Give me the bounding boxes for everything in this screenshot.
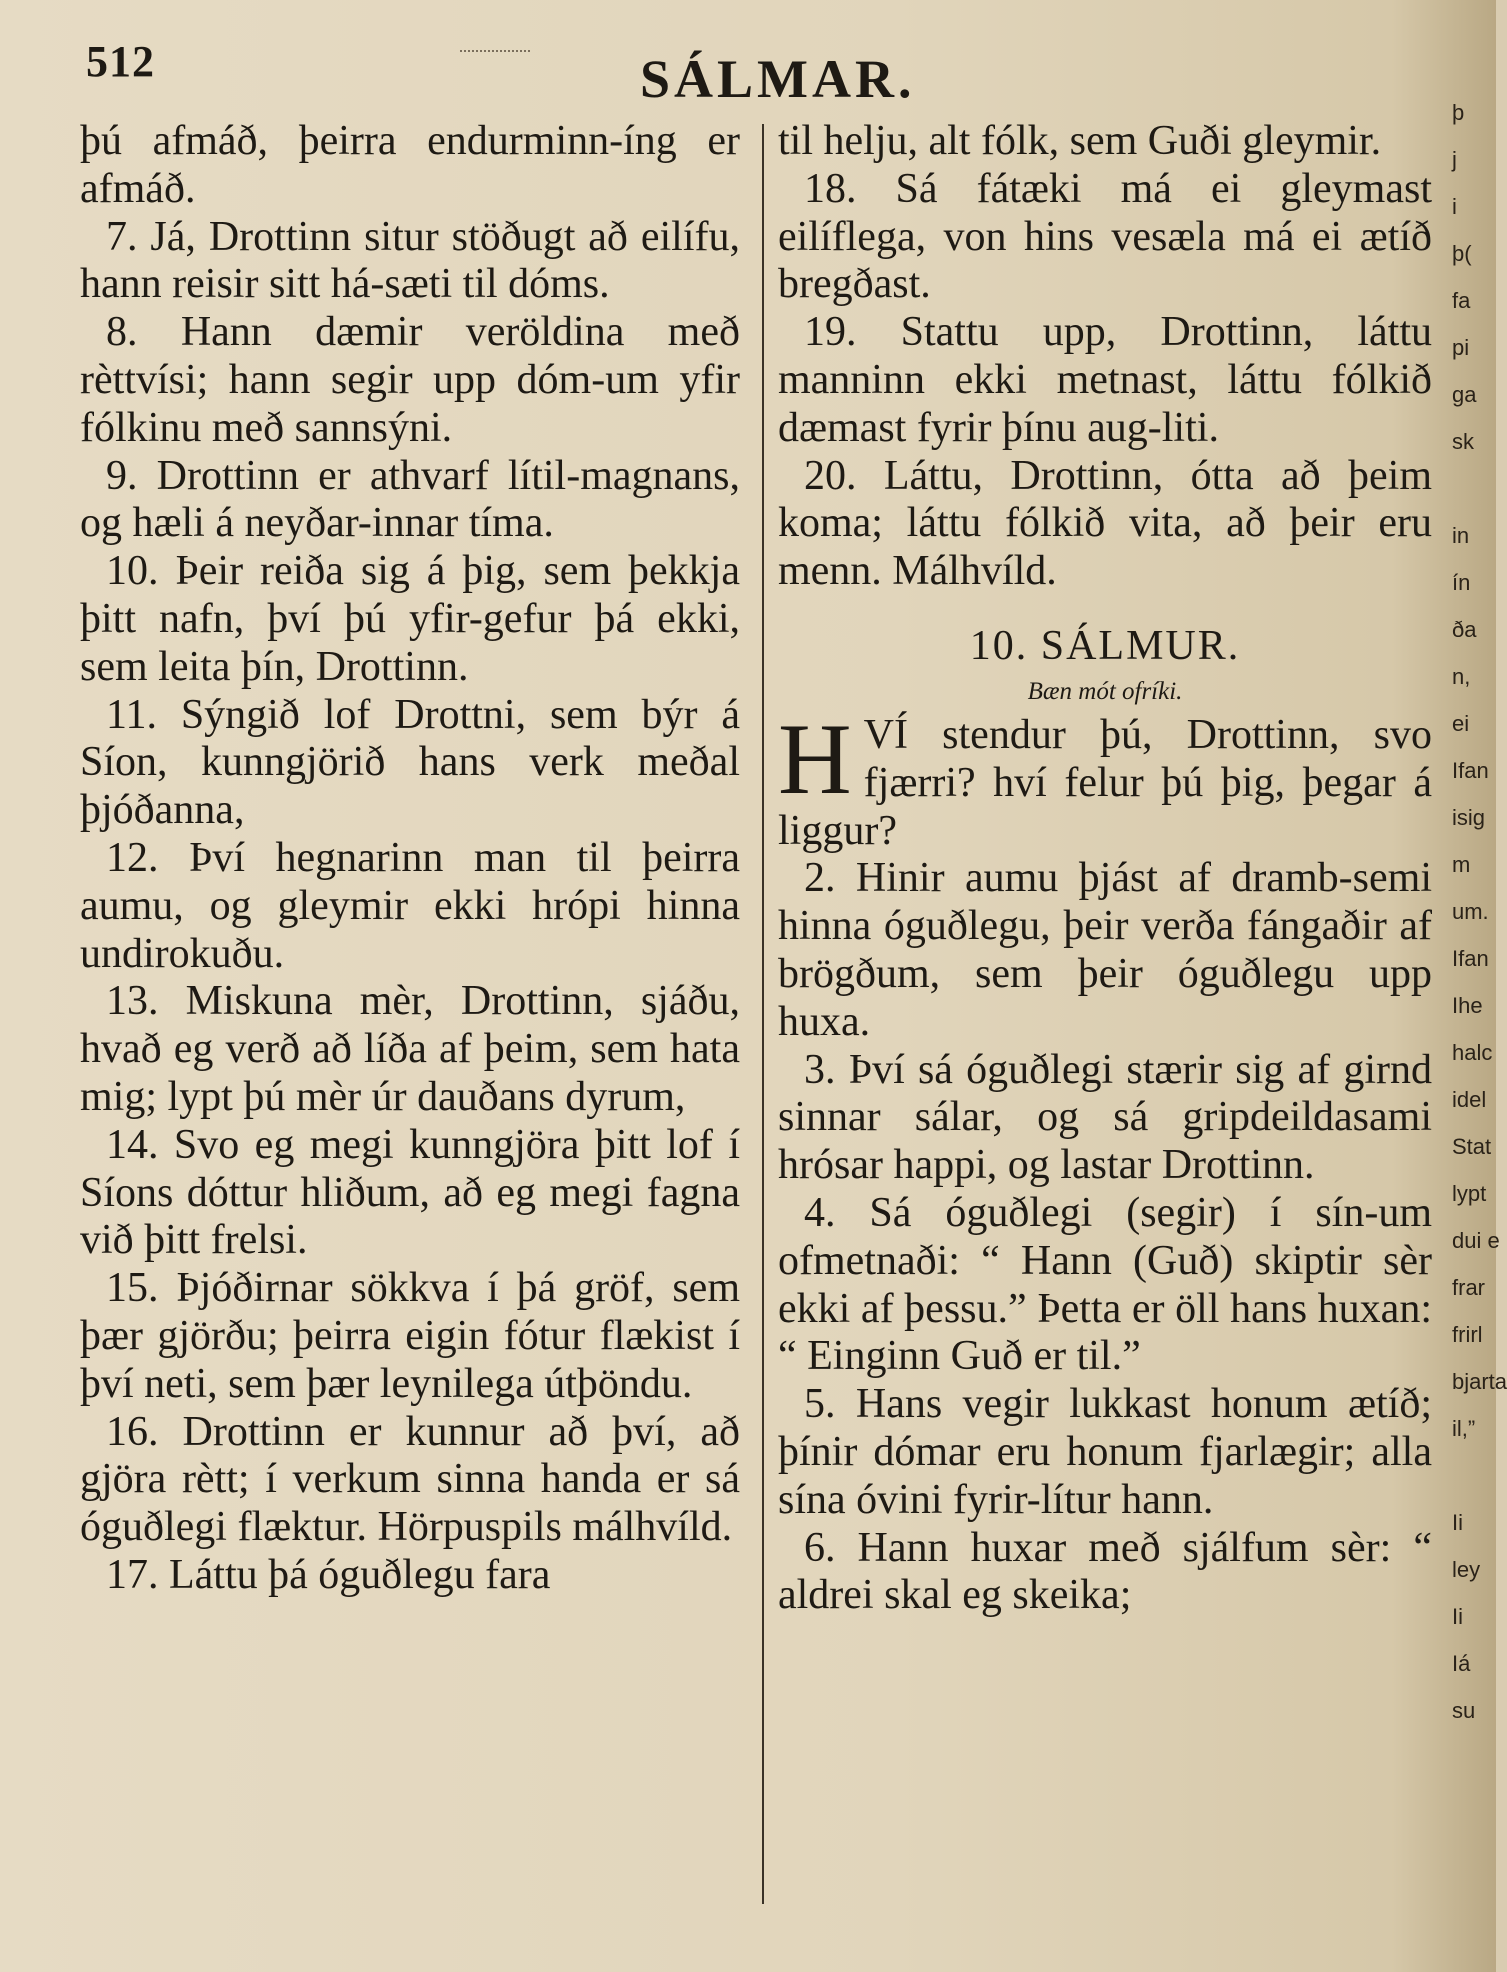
verse-paragraph: 7. Já, Drottinn situr stöðugt að eilífu, hann reisir sitt há-sæti til dóms. (80, 213, 740, 308)
drop-cap: H (778, 702, 852, 816)
verse-paragraph: 12. Því hegnarinn man til þeirra aumu, og gleymir ekki hrópi hinna undirokuðu. (80, 834, 740, 977)
verse-paragraph: 6. Hann huxar með sjálfum sèr: “ aldrei skal eg skeika; (778, 1524, 1432, 1619)
edge-fragment: bjarta (1452, 1369, 1507, 1394)
right-column-top (778, 118, 1432, 596)
right-column (778, 118, 1432, 1620)
verse-paragraph: 11. Sýngið lof Drottni, sem býr á Síon, kunngjörið hans verk meðal þjóðanna, (80, 691, 740, 834)
edge-fragment: Iá (1452, 1651, 1471, 1676)
edge-fragment: ða (1452, 617, 1477, 642)
edge-fragment: Ihe (1452, 993, 1483, 1018)
verse-paragraph: 10. Þeir reiða sig á þig, sem þekkja þitt nafn, því þú yfir-gefur þá ekki, sem leita þín, Drottinn. (80, 548, 740, 690)
edge-fragment: ín (1452, 570, 1471, 595)
verse-paragraph: 14. Svo eg megi kunngjöra þitt lof í Síons dóttur hliðum, að eg megi fagna við þitt frelsi. (80, 1121, 740, 1264)
edge-fragment: idel (1452, 1087, 1487, 1112)
edge-fragment: um. (1452, 899, 1489, 924)
verse-paragraph: 2. Hinir aumu þjást af dramb-semi hinna óguðlegu, þeir verða fángaðir af brögðum, sem þeir óguðlegu upp huxa. (778, 855, 1432, 1045)
right-column-bottom (778, 855, 1432, 1620)
edge-fragment: ley (1452, 1557, 1481, 1582)
edge-fragment: frar (1452, 1275, 1485, 1300)
edge-fragment: halc (1452, 1040, 1493, 1065)
edge-fragment: þ (1452, 100, 1465, 125)
edge-fragment: isig (1452, 805, 1486, 830)
verse-paragraph: 18. Sá fátæki má ei gleymast eilíflega, von hins vesæla má ei ætíð bregðast. (778, 165, 1432, 308)
verse-paragraph: til helju, alt fólk, sem Guði gleymir. (778, 118, 1382, 164)
psalm-heading: 10. SÁLMUR. (969, 622, 1241, 669)
verse-paragraph: 17. Láttu þá óguðlegu fara (106, 1551, 551, 1598)
running-head: SÁLMAR. (640, 49, 916, 109)
verse-paragraph: 19. Stattu upp, Drottinn, láttu manninn ekki metnast, láttu fólkið dæmast fyrir þínu aug-liti. (778, 309, 1432, 451)
header-ornament (460, 50, 530, 54)
verse-paragraph: 15. Þjóðirnar sökkva í þá gröf, sem þær gjörðu; þeirra eigin fótur flækist í því neti, sem þær leynilega útþöndu. (80, 1265, 740, 1407)
left-column (80, 118, 740, 1600)
edge-fragment: lypt (1452, 1181, 1487, 1206)
edge-fragment: Ii (1452, 1510, 1463, 1535)
edge-fragment: m (1452, 852, 1471, 877)
facing-page-edge (1452, 100, 1507, 1970)
edge-fragment: ga (1452, 382, 1477, 407)
verse-paragraph: 5. Hans vegir lukkast honum ætíð; þínir dómar eru honum fjarlægir; alla sína óvini fyrir-lítur hann. (778, 1381, 1432, 1523)
edge-fragment: frirl (1452, 1322, 1483, 1347)
edge-fragment (1452, 476, 1496, 523)
edge-fragment: il,” (1452, 1416, 1476, 1441)
verse-paragraph: 9. Drottinn er athvarf lítil-magnans, og hæli á neyðar-innar tíma. (80, 452, 740, 547)
edge-fragment: Ii (1452, 1604, 1463, 1629)
edge-fragment: i (1452, 194, 1457, 219)
edge-fragment: þ( (1452, 241, 1472, 266)
edge-fragment: su (1452, 1698, 1476, 1723)
verse-paragraph: 20. Láttu, Drottinn, ótta að þeim koma; láttu fólkið vita, að þeir eru menn. Málhvíld. (778, 452, 1432, 595)
column-divider (762, 124, 764, 1904)
edge-fragment: ei (1452, 711, 1470, 736)
verse-paragraph: 16. Drottinn er kunnur að því, að gjöra rètt; í verkum sinna handa er sá óguðlegi flæktur. Hörpuspils málhvíld. (80, 1408, 740, 1551)
edge-fragment: n, (1452, 664, 1471, 689)
verse-paragraph: 4. Sá óguðlegi (segir) í sín-um ofmetnaði: “ Hann (Guð) skiptir sèr ekki af þessu.” Þetta er öll hans huxan: “ Einginn Guð er til.” (778, 1189, 1432, 1380)
edge-fragment: j (1452, 147, 1457, 172)
verse-paragraph: 3. Því sá óguðlegi stærir sig af girnd sinnar sálar, og sá gripdeildasami hrósar happi, og lastar Drottinn. (778, 1046, 1432, 1189)
first-verse (778, 702, 1432, 855)
psalm-subheading: Bæn mót ofríki. (1027, 677, 1183, 705)
edge-fragment: fa (1452, 288, 1471, 313)
edge-fragment: in (1452, 523, 1470, 548)
edge-fragment: sk (1452, 429, 1474, 454)
first-verse-text: VÍ stendur þú, Drottinn, svo fjærri? hví felur þú þig, þegar á liggur? (778, 711, 1432, 854)
edge-fragment: Stat (1452, 1134, 1492, 1159)
verse-paragraph: 13. Miskuna mèr, Drottinn, sjáðu, hvað eg verð að líða af þeim, sem hata mig; lypt þú mèr úr dauðans dyrum, (80, 978, 740, 1120)
edge-fragment: Ifan (1452, 946, 1489, 971)
edge-fragment (1452, 1745, 1496, 1792)
edge-fragment: dui e (1452, 1228, 1500, 1253)
page-number: 512 (86, 37, 155, 86)
verse-paragraph: 8. Hann dæmir veröldina með rèttvísi; hann segir upp dóm-um yfir fólkinu með sannsýni. (80, 309, 740, 451)
edge-fragment: pi (1452, 335, 1470, 360)
edge-fragment (1452, 1463, 1496, 1510)
verse-paragraph: þú afmáð, þeirra endurminn-íng er afmáð. (80, 118, 740, 212)
edge-fragment: Ifan (1452, 758, 1489, 783)
